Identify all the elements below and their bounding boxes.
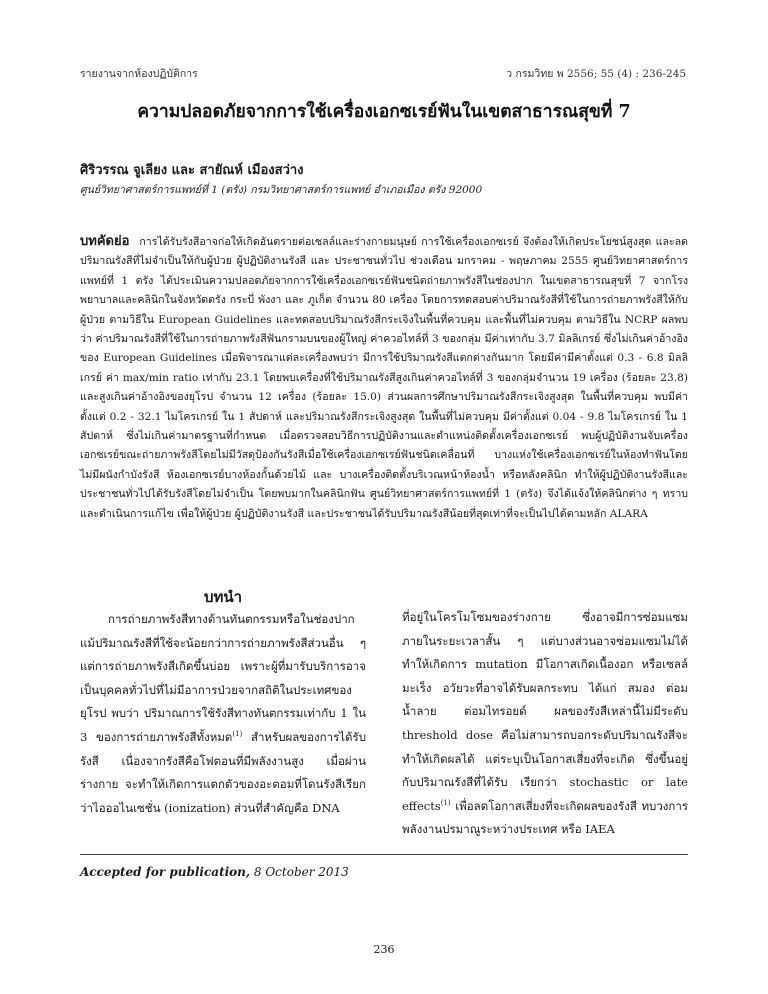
intro-paragraph-left: [80, 608, 366, 820]
accepted-date: 8 October 2013: [250, 865, 349, 879]
abstract: [80, 232, 688, 524]
abstract-label: บทคัดย่อ: [80, 234, 130, 249]
intro-column-left: [80, 608, 366, 820]
intro-left-text: การถ่ายภาพรังสีทางด้านทันตกรรมหรือในช่องปาก แม้ปริมาณรังสีที่ใช้จะน้อยกว่าการถ่ายภาพรังสีส่วนอื่น ๆ แต่การถ่ายภาพรังสีเกิดขึ้นบ่อย เพราะผู้ที่มารับบริการอาจเป็นบุคคลทั่วไปที่ไม่มีอาการป่วยจากสถิติในประเทศของยุโรป พบว่า ปริมาณการใช้รังสีทางทันตกรรมเท่ากับ 1 ใน 3 ของการถ่ายภาพรังสีทั้งหมด: [80, 612, 366, 744]
accepted-note: [80, 865, 349, 879]
abstract-text: การได้รับรังสีอาจก่อให้เกิดอันตรายต่อเซลล์และร่างกายมนุษย์ การใช้เครื่องเอกซเรย์ จึงต้องให้เกิดประโยชน์สูงสุด และลดปริมาณรังสีที่ไม่จำเป็นให้กับผู้ป่วย ผู้ปฏิบัติงานรังสี และ ประชาชนทั่วไป ช่วงเดือน มกราคม - พฤษภาคม 2555 ศูนย์วิทยาศาสตร์การแพทย์ที่ 1 ตรัง ได้ประเมินความปลอดภัยจากการใช้เครื่องเอกซเรย์ฟันชนิดถ่ายภาพรังสีในช่องปาก ในเขตสาธารณสุขที่ 7 จากโรงพยาบาลและคลินิกในจังหวัดตรัง กระบี่ พังงา และ ภูเก็ต จำนวน 80 เครื่อง โดยการทดสอบค่าปริมาณรังสีที่ใช้ในการถ่ายภาพรังสีให้กับผู้ป่วย ตามวิธีใน European Guidelines และทดสอบปริมาณรังสีกระเจิงในพื้นที่ควบคุม และพื้นที่ไม่ควบคุม ตามวิธีใน NCRP ผลพบว่า ค่าปริมาณรังสีที่ใช้ในการถ่ายภาพรังสีฟันกรามบนของผู้ใหญ่ ค่าควอไทล์ที่ 3 ของกลุ่ม มีค่าเท่ากับ 3.7 มิลลิเกรย์ ซึ่งไม่เกินค่าอ้างอิงของ European Guidelines เมื่อพิจารณาแต่ละเครื่องพบว่า มีการใช้ปริมาณรังสีแตกต่างกันมาก โดยมีค่ามีค่าตั้งแต่ 0.3 - 6.8 มิลลิเกรย์ ค่า max/min ratio เท่ากับ 23.1 โดยพบเครื่องที่ใช้ปริมาณรังสีสูงเกินค่าควอไทล์ที่ 3 ของกลุ่มจำนวน 19 เครื่อง (ร้อยละ 23.8) และสูงเกินค่าอ้างอิงของยุโรป จำนวน 12 เครื่อง (ร้อยละ 15.0) ส่วนผลการศึกษาปริมาณรังสีกระเจิงสูงสุด ในพื้นที่ควบคุม พบมีค่าตั้งแต่ 0.2 - 32.1 ไมโครเกรย์ ใน 1 สัปดาห์ และปริมาณรังสีกระเจิงสูงสุด ในพื้นที่ไม่ควบคุม มีค่าตั้งแต่ 0.04 - 9.8 ไมโครเกรย์ ใน 1 สัปดาห์ ซึ่งไม่เกินค่ามาตรฐานที่กำหนด เมื่อตรวจสอบวิธีการปฏิบัติงานและตำแหน่งติดตั้งเครื่องเอกซเรย์ พบผู้ปฏิบัติงานจับเครื่องเอกซเรย์ขณะถ่ายภาพรังสีโดยไม่มีวัสดุป้องกันรังสีเมื่อใช้เครื่องเอกซเรย์ฟันชนิดเคลื่อนที่ บางแห่งใช้เครื่องเอกซเรย์ในห้องทำฟันโดยไม่มีผนังกำบังรังสี ห้องเอกซเรย์บางห้องกั้นด้วยไม้ และ บางเครื่องติดตั้งบริเวณหน้าห้องน้ำ หรือหลังคลินิก ทำให้ผู้ปฏิบัติงานรังสีและประชาชนทั่วไปได้รับรังสีโดยไม่จำเป็น โดยพบมากในคลินิกฟัน ศูนย์วิทยาศาสตร์การแพทย์ที่ 1 (ตรัง) จึงได้แจ้งให้คลินิกต่าง ๆ ทราบและดำเนินการแก้ไข เพื่อให้ผู้ป่วย ผู้ปฏิบัติงานรังสี และประชาชนได้รับปริมาณรังสีน้อยที่สุดเท่าที่จะเป็นไปได้ตามหลัก ALARA: [80, 236, 688, 520]
intro-right-text: ที่อยู่ในโครโมโซมของร่างกาย ซึ่งอาจมีการซ่อมแซมภายในระยะเวลาสั้น ๆ แต่บางส่วนอาจซ่อมแซมไม่ได้ ทำให้เกิดการ mutation มีโอกาสเกิดเนื้องอก หรือเซลล์มะเร็ง อวัยวะที่อาจได้รับผลกระทบ ได้แก่ สมอง ต่อมน้ำลาย ต่อมไทรอยด์ ผลของรังสีเหล่านี้ไม่มีระดับ threshold dose คือไม่สามารถบอกระดับปริมาณรังสีจะทำให้เกิดผลได้ แต่ระบุเป็นโอกาสเสี่ยงที่จะเกิด ซึ่งขึ้นอยู่กับปริมาณรังสีที่ได้รับ เรียกว่า stochastic or late effects: [402, 610, 688, 813]
journal-section: รายงานจากห้องปฏิบัติการ: [80, 68, 198, 80]
intro-paragraph-right: [402, 606, 688, 842]
intro-left-text-2: สำหรับผลของการได้รับรังสี เนื่องจากรังสีคือโฟตอนที่มีพลังงานสูง เมื่อผ่านร่างกาย จะทำให้เกิดการแตกตัวของอะตอมที่โดนรังสีเรียกว่าไอออไนเซชั่น (ionization) ส่วนที่สำคัญคือ DNA: [80, 729, 366, 815]
footnote-divider: [80, 854, 688, 855]
journal-citation: ว กรมวิทย พ 2556; 55 (4) : 236-245: [506, 68, 686, 80]
article-title: ความปลอดภัยจากการใช้เครื่องเอกซเรย์ฟันในเขตสาธารณสุขที่ 7: [137, 102, 631, 122]
section-heading-introduction: บทนำ: [203, 588, 243, 606]
citation-ref: (1): [440, 798, 451, 807]
running-header: [80, 65, 686, 82]
intro-column-right: [402, 606, 688, 842]
page-number: 236: [373, 943, 395, 956]
intro-right-text-2: เพื่อลดโอกาสเสี่ยงที่จะเกิดผลของรังสี ทบวงการพลังงานปรมาณูระหว่างประเทศ หรือ IAEA: [402, 798, 688, 837]
citation-ref: (1): [232, 730, 243, 739]
authors: ศิริวรรณ จูเลียง และ สายัณห์ เมืองสว่าง: [80, 163, 304, 178]
accepted-label: Accepted for publication,: [80, 865, 251, 879]
affiliation: ศูนย์วิทยาศาสตร์การแพทย์ที่ 1 (ตรัง) กรมวิทยาศาสตร์การแพทย์ อำเภอเมือง ตรัง 92000: [80, 184, 483, 196]
